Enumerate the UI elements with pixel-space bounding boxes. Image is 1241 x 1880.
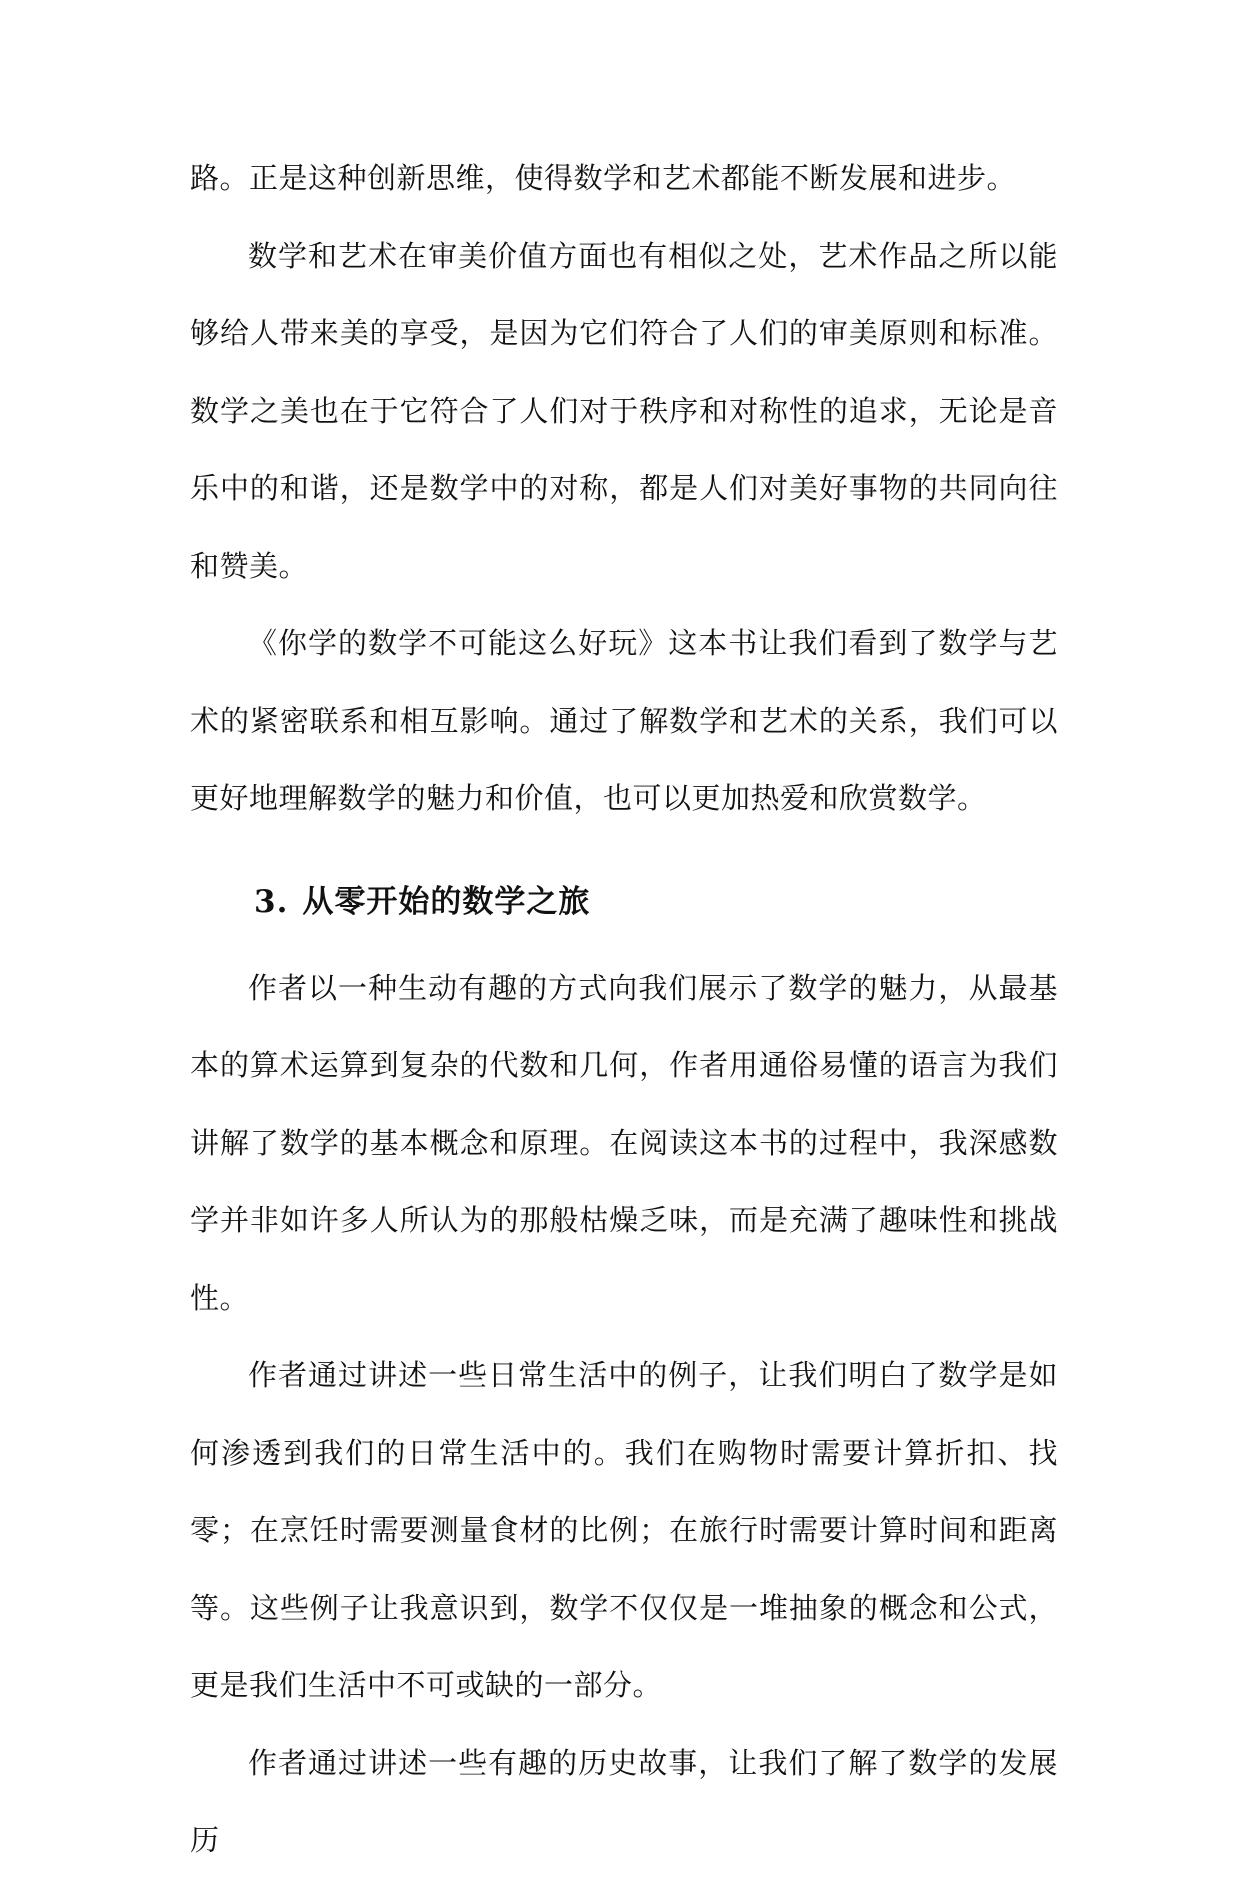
section-number: 3.	[254, 883, 289, 920]
paragraph-book-summary: 《你学的数学不可能这么好玩》这本书让我们看到了数学与艺术的紧密联系和相互影响。通过了解数学和艺术的关系，我们可以更好地理解数学的魅力和价值，也可以更加热爱和欣赏数学。	[190, 626, 1058, 815]
paragraph-history: 作者通过讲述一些有趣的历史故事，让我们了解了数学的发展历	[190, 1745, 1058, 1857]
section-heading	[190, 872, 1058, 932]
section-title: 从零开始的数学之旅	[302, 883, 591, 920]
paragraph-math-charm: 作者以一种生动有趣的方式向我们展示了数学的魅力，从最基本的算术运算到复杂的代数和几何，作者用通俗易懂的语言为我们讲解了数学的基本概念和原理。在阅读这本书的过程中，我深感数学并非如许多人所认为的那般枯燥乏味，而是充满了趣味性和挑战性。	[190, 970, 1058, 1315]
paragraph-daily-life: 作者通过讲述一些日常生活中的例子，让我们明白了数学是如何渗透到我们的日常生活中的。我们在购物时需要计算折扣、找零；在烹饪时需要测量食材的比例；在旅行时需要计算时间和距离等。这些例子让我意识到，数学不仅仅是一堆抽象的概念和公式，更是我们生活中不可或缺的一部分。	[190, 1358, 1058, 1702]
paragraph-aesthetic-value: 数学和艺术在审美价值方面也有相似之处，艺术作品之所以能够给人带来美的享受，是因为它们符合了人们的审美原则和标准。数学之美也在于它符合了人们对于秩序和对称性的追求，无论是音乐中的和谐，还是数学中的对称，都是人们对美好事物的共同向往和赞美。	[190, 238, 1058, 583]
paragraph-continuation: 路。正是这种创新思维，使得数学和艺术都能不断发展和进步。	[190, 161, 1017, 195]
page-content	[190, 140, 1058, 1880]
